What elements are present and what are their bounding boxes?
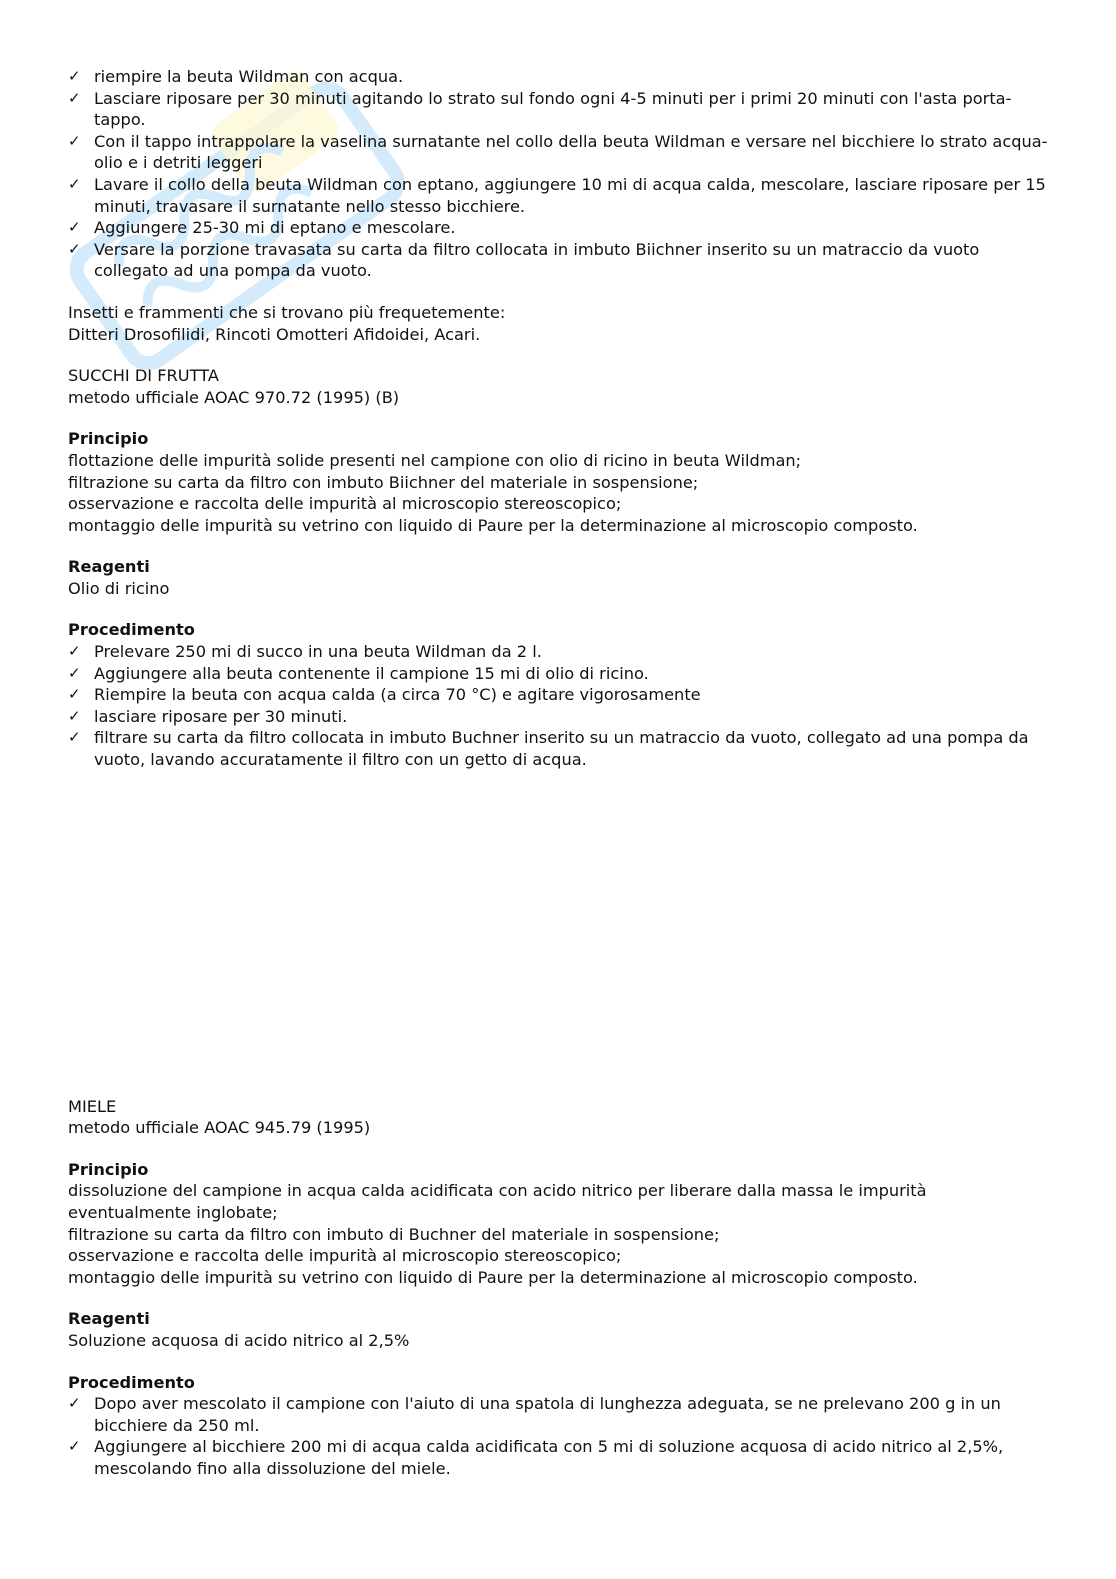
miele-principio-heading: Principio	[68, 1159, 149, 1179]
succhi-procedimento-heading: Procedimento	[68, 620, 195, 640]
list-item: ✓ filtrare su carta da filtro collocata in imbuto Buchner inserito su un matraccio da vuoto, collegato ad una pompa da vuoto, lavando accuratamente il filtro con un getto di acqua.	[68, 727, 1048, 770]
list-item: ✓ Aggiungere 25-30 mi di eptano e mescolare.	[68, 217, 1048, 239]
list-item: ✓ Versare la porzione travasata su carta da filtro collocata in imbuto Biichner inserito su un matraccio da vuoto collegato ad una pompa da vuoto.	[68, 239, 1048, 282]
list-item: ✓ Lasciare riposare per 30 minuti agitando lo strato sul fondo ogni 4-5 minuti per i primi 20 minuti con l'asta porta-tappo.	[68, 88, 1048, 131]
insects-intro: Insetti e frammenti che si trovano più frequetemente:	[68, 302, 506, 322]
list-item: ✓ Con il tappo intrappolare la vaselina surnatante nel collo della beuta Wildman e versare nel bicchiere lo strato acqua-olio e i detriti leggeri	[68, 131, 1048, 174]
list-item: ✓ lasciare riposare per 30 minuti.	[68, 706, 1048, 728]
list-item: ✓ riempire la beuta Wildman con acqua.	[68, 66, 1048, 88]
list-item: ✓ Dopo aver mescolato il campione con l'aiuto di una spatola di lunghezza adeguata, se ne prelevano 200 g in un bicchiere da 250 ml.	[68, 1393, 1048, 1436]
list-item: ✓ Lavare il collo della beuta Wildman con eptano, aggiungere 10 mi di acqua calda, mescolare, lasciare riposare per 15 minuti, travasare il surnatante nello stesso bicchiere.	[68, 174, 1048, 217]
succhi-principio-line: montaggio delle impurità su vetrino con liquido di Paure per la determinazione al microscopio composto.	[68, 515, 918, 535]
miele-reagenti-heading: Reagenti	[68, 1309, 150, 1329]
miele-title: MIELE	[68, 1096, 117, 1116]
succhi-principio-line: flottazione delle impurità solide presenti nel campione con olio di ricino in beuta Wildman;	[68, 450, 802, 470]
list-item: ✓ Prelevare 250 mi di succo in una beuta Wildman da 2 l.	[68, 641, 1048, 663]
succhi-title: SUCCHI DI FRUTTA	[68, 366, 219, 386]
insects-list: Ditteri Drosofilidi, Rincoti Omotteri Afidoidei, Acari.	[68, 324, 481, 344]
miele-principio-line: osservazione e raccolta delle impurità al microscopio stereoscopico;	[68, 1246, 622, 1266]
miele-method: metodo ufficiale AOAC 945.79 (1995)	[68, 1118, 371, 1138]
list-item: ✓ Aggiungere al bicchiere 200 mi di acqua calda acidificata con 5 mi di soluzione acquosa di acido nitrico al 2,5%, mescolando fino alla dissoluzione del miele.	[68, 1436, 1048, 1479]
miele-principio-line: montaggio delle impurità su vetrino con liquido di Paure per la determinazione al microscopio composto.	[68, 1267, 918, 1287]
document-page	[68, 66, 1048, 1480]
succhi-principio-line: osservazione e raccolta delle impurità al microscopio stereoscopico;	[68, 494, 622, 514]
succhi-step-list	[68, 641, 1048, 771]
list-item: ✓ Riempire la beuta con acqua calda (a circa 70 °C) e agitare vigorosamente	[68, 684, 1048, 706]
miele-step-list	[68, 1393, 1048, 1479]
list-item: ✓ Aggiungere alla beuta contenente il campione 15 mi di olio di ricino.	[68, 663, 1048, 685]
step-list-1	[68, 66, 1048, 282]
succhi-reagenti-text: Olio di ricino	[68, 578, 170, 598]
miele-principio-line: dissoluzione del campione in acqua calda acidificata con acido nitrico per liberare dalla massa le impurità eventualmente inglobate;	[68, 1181, 927, 1222]
succhi-principio-heading: Principio	[68, 429, 149, 449]
succhi-principio-line: filtrazione su carta da filtro con imbuto Biichner del materiale in sospensione;	[68, 472, 699, 492]
succhi-method: metodo ufficiale AOAC 970.72 (1995) (B)	[68, 387, 400, 407]
succhi-reagenti-heading: Reagenti	[68, 557, 150, 577]
miele-reagenti-text: Soluzione acquosa di acido nitrico al 2,5%	[68, 1330, 410, 1350]
miele-principio-line: filtrazione su carta da filtro con imbuto di Buchner del materiale in sospensione;	[68, 1224, 720, 1244]
miele-procedimento-heading: Procedimento	[68, 1372, 195, 1392]
